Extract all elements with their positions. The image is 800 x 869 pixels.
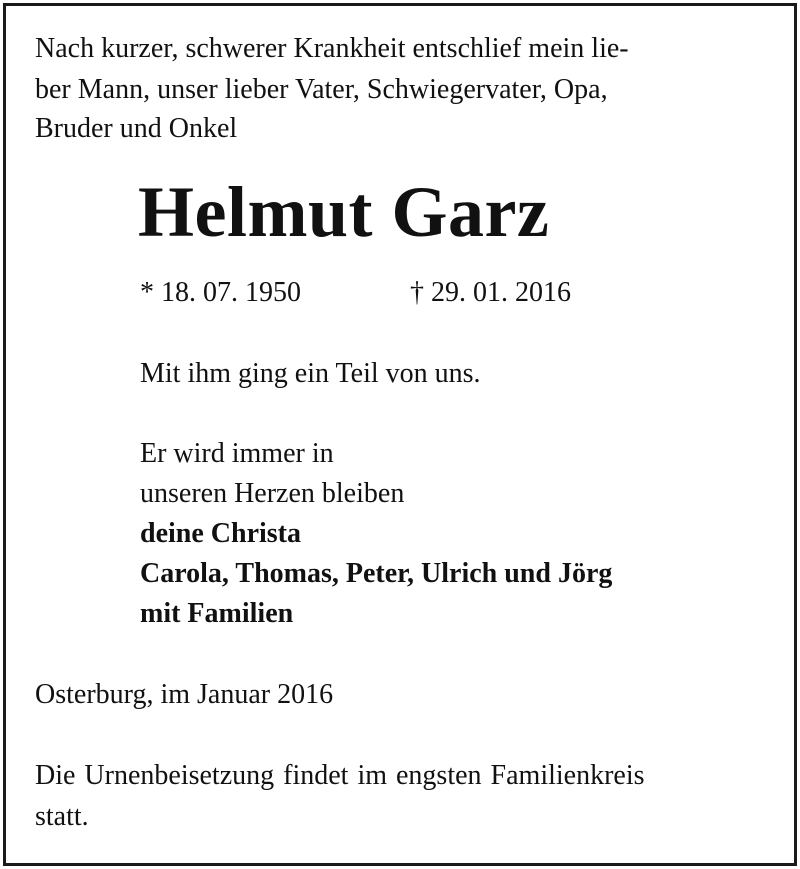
signatory-line-3: mit Familien bbox=[140, 598, 294, 629]
deceased-name: Helmut Garz bbox=[138, 172, 550, 252]
death-date: † 29. 01. 2016 bbox=[410, 277, 571, 308]
remembrance-line-2: unseren Herzen bleiben bbox=[140, 478, 405, 509]
intro-line-1: Nach kurzer, schwerer Krankheit entschlief mein lie- bbox=[35, 33, 629, 64]
notice-line-2: statt. bbox=[35, 801, 89, 832]
intro-line-3: Bruder und Onkel bbox=[35, 113, 238, 144]
notice-line-1: Die Urnenbeisetzung findet im engsten Familienkreis bbox=[35, 760, 645, 791]
birth-date: * 18. 07. 1950 bbox=[140, 277, 301, 308]
quote: Mit ihm ging ein Teil von uns. bbox=[140, 358, 481, 389]
intro-line-2: ber Mann, unser lieber Vater, Schwiegervater, Opa, bbox=[35, 74, 608, 105]
signatory-line-2: Carola, Thomas, Peter, Ulrich und Jörg bbox=[140, 558, 613, 589]
remembrance-line-1: Er wird immer in bbox=[140, 438, 334, 469]
place-date: Osterburg, im Januar 2016 bbox=[35, 679, 334, 710]
signatory-line-1: deine Christa bbox=[140, 518, 301, 549]
